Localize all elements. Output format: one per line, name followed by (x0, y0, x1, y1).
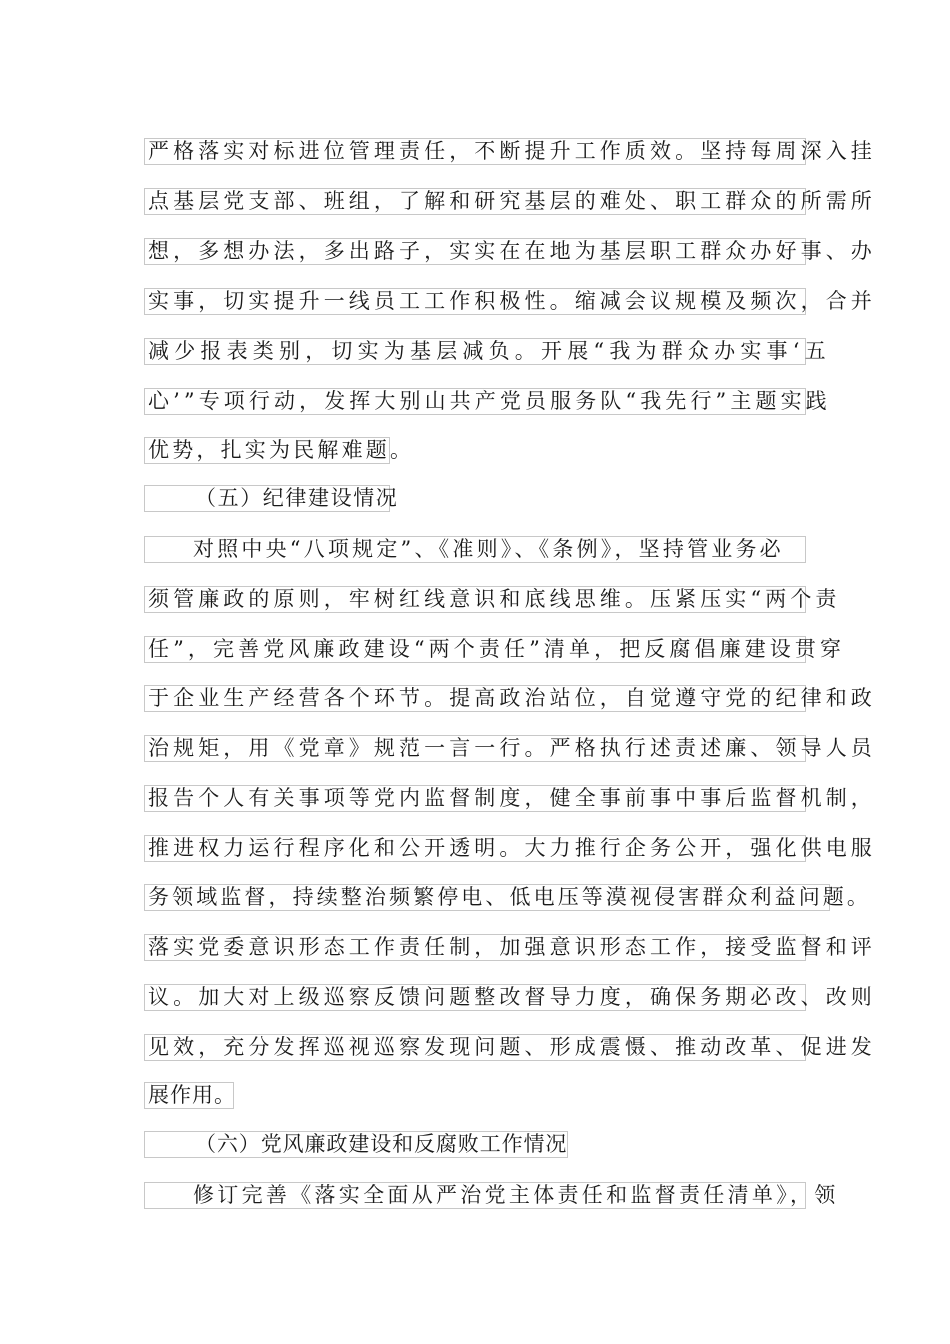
text-line-20: 展作用。 (144, 1082, 234, 1109)
text-line-11: 任”，完善党风廉政建设“两个责任”清单，把反腐倡廉建设贯穿 (144, 636, 806, 663)
text-line-2: 点基层党支部、班组，了解和研究基层的难处、职工群众的所需所 (144, 188, 806, 215)
text-line-13: 治规矩，用《党章》规范一言一行。严格执行述责述廉、领导人员 (144, 735, 806, 762)
text-line-22: 修订完善《落实全面从严治党主体责任和监督责任清单》，领 (144, 1182, 806, 1209)
text-line-5: 减少报表类别，切实为基层减负。开展“我为群众办实事‘五 (144, 338, 806, 365)
text-line-9: 对照中央“八项规定”、《准则》、《条例》，坚持管业务必 (144, 536, 806, 563)
text-line-3: 想，多想办法，多出路子，实实在在地为基层职工群众办好事、办 (144, 238, 806, 265)
text-line-4: 实事，切实提升一线员工工作积极性。缩减会议规模及频次，合并 (144, 288, 806, 315)
text-line-12: 于企业生产经营各个环节。提高政治站位，自觉遵守党的纪律和政 (144, 685, 806, 712)
text-line-7: 优势，扎实为民解难题。 (144, 437, 390, 464)
text-line-1: 严格落实对标进位管理责任，不断提升工作质效。坚持每周深入挂 (144, 138, 806, 165)
text-line-19: 见效，充分发挥巡视巡察发现问题、形成震慑、推动改革、促进发 (144, 1034, 806, 1061)
text-line-17: 落实党委意识形态工作责任制，加强意识形态工作，接受监督和评 (144, 934, 806, 961)
text-line-6: 心’”专项行动，发挥大别山共产党员服务队“我先行”主题实践 (144, 388, 806, 415)
text-line-18: 议。加大对上级巡察反馈问题整改督导力度，确保务期必改、改则 (144, 984, 806, 1011)
text-line-10: 须管廉政的原则，牢树红线意识和底线思维。压紧压实“两个责 (144, 586, 806, 613)
text-line-15: 推进权力运行程序化和公开透明。大力推行企务公开，强化供电服 (144, 835, 806, 862)
section-heading-5: （五）纪律建设情况 (144, 485, 390, 512)
section-heading-6: （六）党风廉政建设和反腐败工作情况 (144, 1131, 568, 1158)
text-line-14: 报告个人有关事项等党内监督制度，健全事前事中事后监督机制， (144, 785, 806, 812)
text-line-16: 务领域监督，持续整治频繁停电、低电压等漠视侵害群众利益问题。 (144, 884, 830, 911)
